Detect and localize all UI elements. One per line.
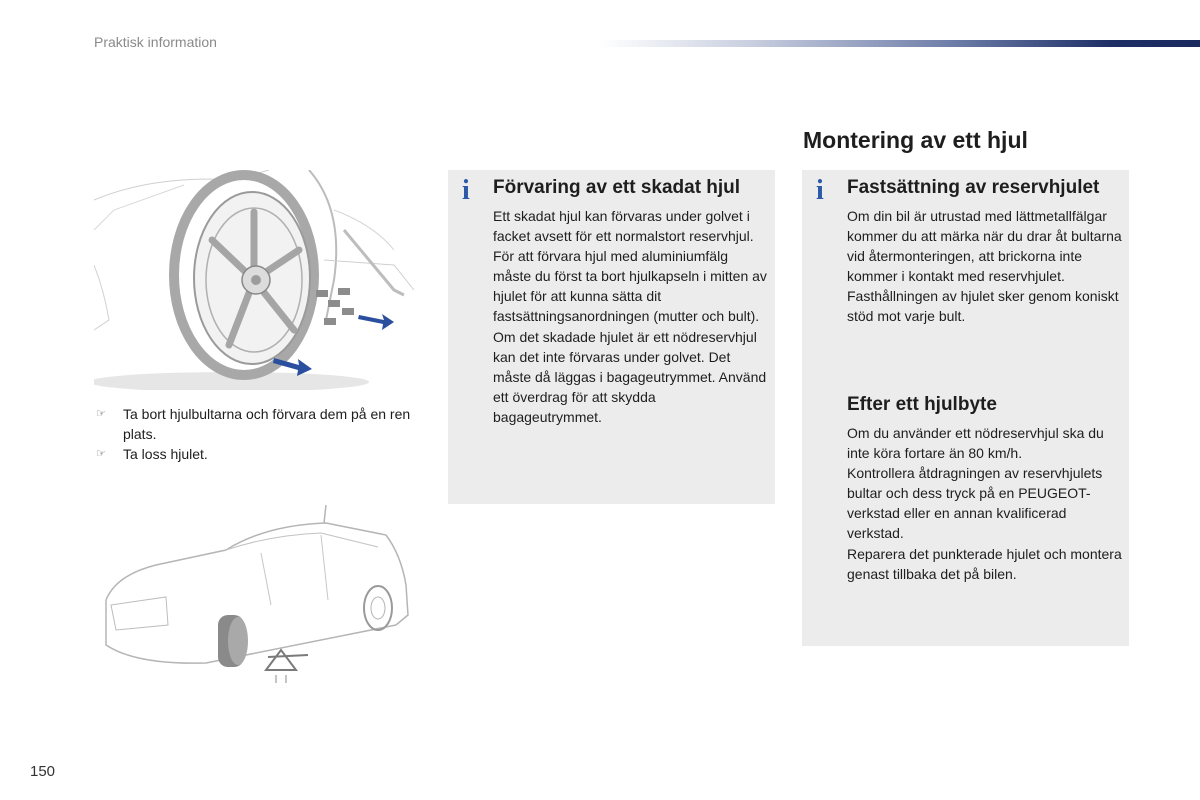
fastening-box-text xyxy=(847,206,1122,327)
spare-wheel-fastening-info-box xyxy=(802,170,1129,646)
storage-box-text xyxy=(493,206,768,427)
hand-pointer-icon: ☞ xyxy=(96,408,106,420)
page-number: 150 xyxy=(30,763,56,780)
paragraph: Fasthållningen av hjulet sker genom koniskt stöd mot varje bult. xyxy=(847,288,1119,325)
list-item xyxy=(94,444,424,464)
wheel-removal-illustration xyxy=(94,170,424,390)
header-decorative-bar xyxy=(600,40,1200,47)
car-on-jack-illustration xyxy=(96,505,426,685)
paragraph: Kontrollera åtdragningen av reservhjulets bultar och dess tryck på en PEUGEOT-verkstad eller en annan kvalificerad verkstad. xyxy=(847,465,1103,542)
list-item xyxy=(94,404,424,444)
paragraph: För att förvara hjul med aluminiumfälg måste du först ta bort hjulkapseln i mitten av hjulet för att kunna sätta dit fastsättningsanordningen (mutter och bult). xyxy=(493,248,767,325)
info-icon: i xyxy=(816,175,824,206)
storage-box-title: Förvaring av ett skadat hjul xyxy=(493,177,741,198)
info-icon: i xyxy=(462,175,470,206)
removal-steps-list xyxy=(94,404,424,464)
damaged-wheel-storage-info-box xyxy=(448,170,775,504)
paragraph: Ett skadat hjul kan förvaras under golvet i facket avsett för ett normalstort reservhjul. xyxy=(493,208,754,245)
after-wheel-change-text xyxy=(847,423,1122,584)
fastening-box-title: Fastsättning av reservhjulet xyxy=(847,177,1100,198)
after-wheel-change-title: Efter ett hjulbyte xyxy=(847,394,997,415)
hand-pointer-icon: ☞ xyxy=(96,448,106,460)
paragraph: Reparera det punkterade hjulet och montera genast tillbaka det på bilen. xyxy=(847,545,1122,582)
paragraph: Om din bil är utrustad med lättmetallfälgar kommer du att märka när du drar åt bultarna vid återmonteringen, att brickorna inte kommer i kontakt med reservhjulet. xyxy=(847,208,1122,285)
section-title: Montering av ett hjul xyxy=(803,127,1028,153)
step-text: Ta bort hjulbultarna och förvara dem på en ren plats. xyxy=(123,406,411,442)
paragraph: Om du använder ett nödreservhjul ska du inte köra fortare än 80 km/h. xyxy=(847,425,1104,462)
paragraph: Om det skadade hjulet är ett nödreservhjul kan det inte förvaras under golvet. Det måste då läggas i bagageutrymmet. Använd ett överdrag för att skydda bagageutrymmet. xyxy=(493,328,767,425)
header-section-label: Praktisk information xyxy=(94,34,217,50)
step-text: Ta loss hjulet. xyxy=(123,446,208,462)
